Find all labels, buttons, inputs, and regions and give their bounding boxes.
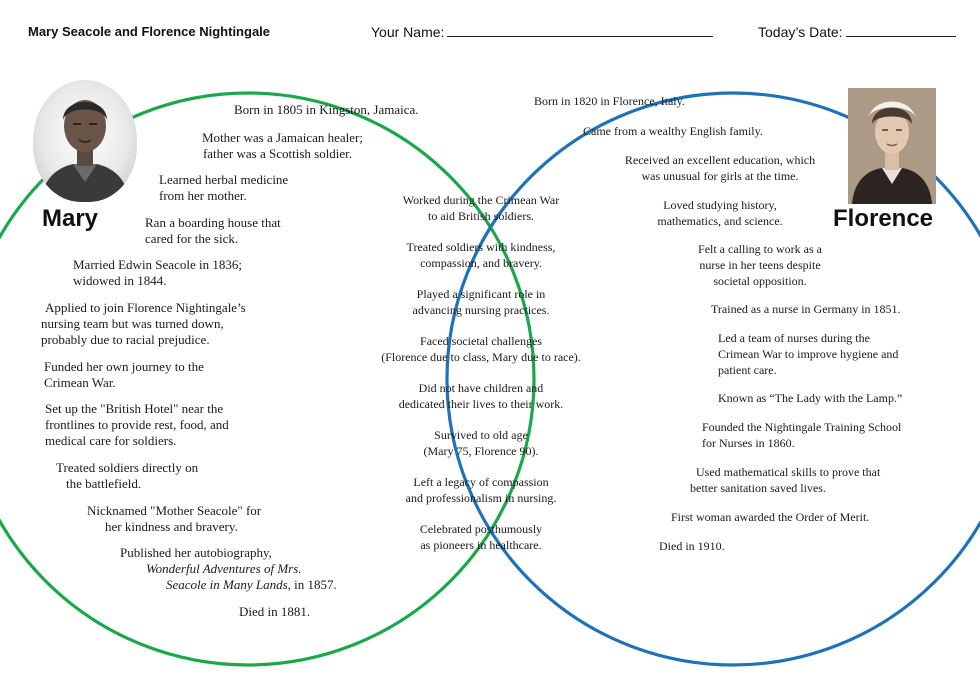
mary-fact-3: Learned herbal medicine from her mother. [159,172,289,203]
florence-fact-5: Felt a calling to work as a nurse in her teens despite societal opposition. [698,242,822,288]
both-fact-5: Did not have children and dedicated their lives to their work. [398,381,564,411]
mary-fact-12: Died in 1881. [239,604,311,619]
both-fact-6: Survived to old age (Mary 75, Florence 90). [423,428,539,458]
mary-fact-6: Applied to join Florence Nightingale’s nursing team but was turned down, probably due to racial prejudice. [41,300,246,347]
mary-fact-9: Treated soldiers directly on the battlefield. [56,460,199,491]
mary-fact-7: Funded her own journey to the Crimean War. [44,359,204,390]
florence-fact-3: Received an excellent education, which was unusual for girls at the time. [624,153,816,183]
florence-fact-2: Came from a wealthy English family. [583,124,763,138]
florence-portrait-icon [848,88,936,204]
both-fact-4: Faced societal challenges (Florence due to class, Mary due to race). [381,334,581,364]
florence-fact-11: First woman awarded the Order of Merit. [671,510,870,524]
name-label: Your Name: [371,24,445,40]
florence-label: Florence [833,205,934,232]
florence-fact-12: Died in 1910. [659,539,725,553]
mary-label: Mary [42,205,99,232]
both-fact-3: Played a significant role in advancing nursing practices. [412,287,550,317]
mary-fact-2: Mother was a Jamaican healer; father was a Scottish soldier. [202,130,363,161]
both-fact-7: Left a legacy of compassion and professionalism in nursing. [405,475,557,505]
mary-fact-8: Set up the "British Hotel" near the frontlines to provide rest, food, and medical care for soldiers. [45,401,229,448]
mary-fact-10: Nicknamed "Mother Seacole" for her kindness and bravery. [87,503,262,534]
mary-fact-11: Published her autobiography, Wonderful Adventures of Mrs. Seacole in Many Lands, in 1857. [120,545,337,592]
both-fact-2: Treated soldiers with kindness, compassion, and bravery. [406,240,556,270]
both-fact-1: Worked during the Crimean War to aid British soldiers. [402,193,560,223]
worksheet-title: Mary Seacole and Florence Nightingale [28,24,271,39]
florence-fact-10: Used mathematical skills to prove that better sanitation saved lives. [690,465,881,495]
florence-fact-9: Founded the Nightingale Training School for Nurses in 1860. [702,420,902,450]
florence-fact-6: Trained as a nurse in Germany in 1851. [711,302,901,316]
florence-fact-8: Known as “The Lady with the Lamp.” [718,391,903,405]
date-label: Today’s Date: [758,24,843,40]
mary-fact-4: Ran a boarding house that cared for the sick. [145,215,281,246]
mary-fact-5: Married Edwin Seacole in 1836; widowed in 1844. [73,257,242,288]
mary-fact-1: Born in 1805 in Kingston, Jamaica. [234,102,419,117]
both-fact-8: Celebrated posthumously as pioneers in healthcare. [419,522,543,552]
mary-portrait-icon [33,80,137,202]
florence-fact-7: Led a team of nurses during the Crimean War to improve hygiene and patient care. [718,331,899,377]
florence-fact-1: Born in 1820 in Florence, Italy. [534,94,685,108]
florence-fact-4: Loved studying history, mathematics, and science. [657,198,783,228]
